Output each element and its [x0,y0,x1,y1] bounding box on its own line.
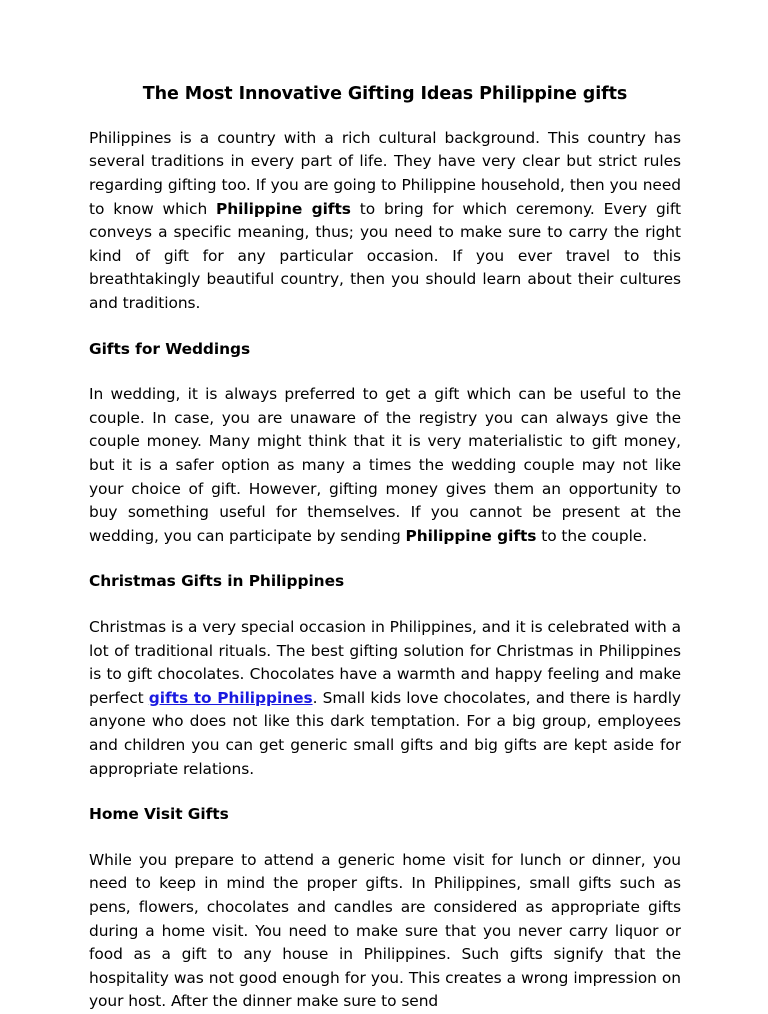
body-text: . Small kids love chocolates, and there is hardly anyone who does not like this dark temptation. For a big group, employees and children you can get generic small gifts and big gifts are kept aside for appropriate relations. [89,688,681,778]
heading-gifts-for-weddings: Gifts for Weddings [89,339,251,358]
body-text: Christmas is a very special occasion in Philippines, and it is celebrated with a lot of traditional rituals. The best gifting solution for Christmas in Philippines is to gift chocolates. Chocolates have a warmth and happy feeling and make perfect [89,617,681,707]
body-text: to bring for which ceremony. Every gift conveys a specific meaning, thus; you need to make sure to carry the right kind of gift for any particular occasion. If you ever travel to this breathtakingly beautiful country, then you should learn about their cultures and traditions. [89,199,681,313]
christmas-paragraph [89,616,681,781]
heading-christmas-gifts-in-philippines: Christmas Gifts in Philippines [89,572,345,591]
weddings-paragraph [89,383,681,548]
heading-home-visit-gifts: Home Visit Gifts [89,805,229,824]
inline-link[interactable]: gifts to Philippines [148,688,313,707]
body-text: While you prepare to attend a generic home visit for lunch or dinner, you need to keep in mind the proper gifts. In Philippines, small gifts such as pens, flowers, chocolates and candles are considered as appropriate gifts during a home visit. You need to make sure that you never carry liquor or food as a gift to any house in Philippines. Such gifts signify that the hospitality was not good enough for you. This creates a wrong impression on your host. After the dinner make sure to send [89,850,681,1011]
document-blocks [89,127,681,1014]
intro-paragraph [89,127,681,316]
home-visit-paragraph [89,849,681,1014]
bold-text: Philippine gifts [216,199,351,218]
body-text: Philippines is a country with a rich cultural background. This country has several traditions in every part of life. They have very clear but strict rules regarding gifting too. If you are going to Philippine household, then you need to know which [89,128,681,218]
bold-text: Philippine gifts [405,526,537,545]
body-text: In wedding, it is always preferred to get a gift which can be useful to the couple. In case, you are unaware of the registry you can always give the couple money. Many might think that it is very materialistic to gift money, but it is a safer option as many a times the wedding couple may not like your choice of gift. However, gifting money gives them an opportunity to buy something useful for themselves. If you cannot be present at the wedding, you can participate by sending [89,385,681,545]
page-title: The Most Innovative Gifting Ideas Philippine gifts [142,84,628,104]
body-text: to the couple. [536,526,648,545]
document-body [89,84,681,1014]
